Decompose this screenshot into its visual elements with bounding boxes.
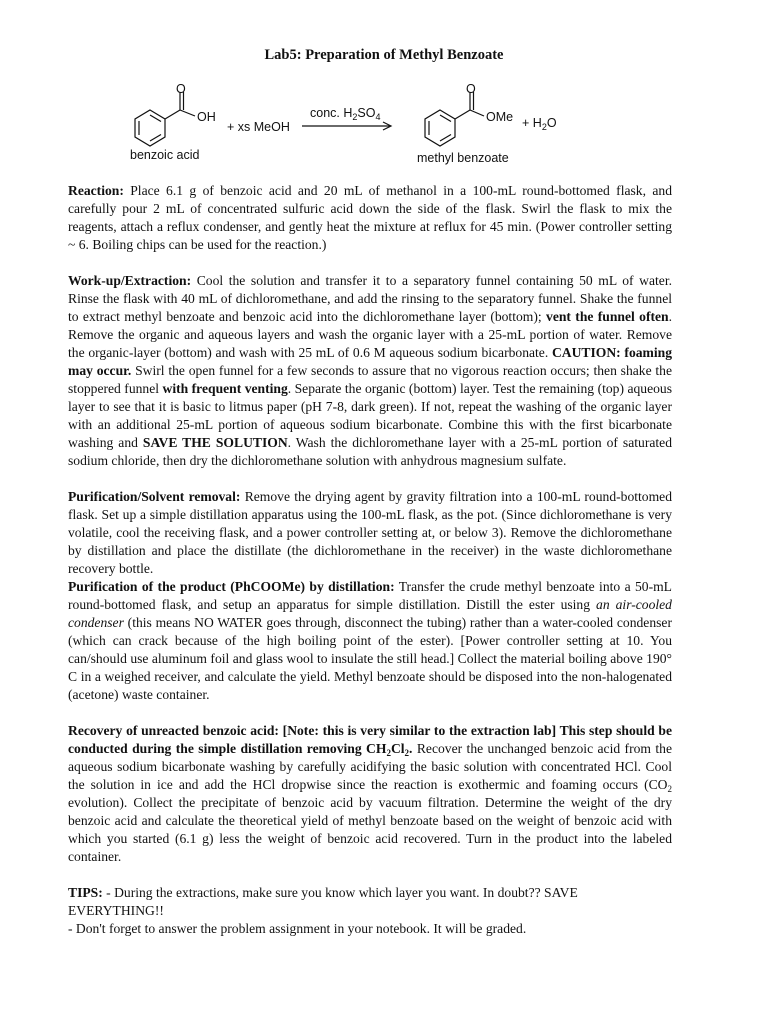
tips-paragraph: TIPS: - During the extractions, make sure you know which layer you want. In doubt?? SAVE EVERYTHING!! — [68, 885, 578, 918]
reaction-paragraph: Reaction: Place 6.1 g of benzoic acid and 20 mL of methanol in a 100-mL round-bottomed flask, and carefully pour 2 mL of concentrated sulfuric acid down the side of the flask. Swirl the flask to mix the reagents, attach a reflux condenser, and gently heat the mixture at reflux for 45 min. (Power controller setting ~ 6. Boiling chips can be used for the reaction.) — [68, 183, 672, 252]
purification-paragraph: Purification/Solvent removal: Remove the drying agent by gravity filtration into a 100-mL round-bottomed flask. Set up a simple distillation apparatus using the 100-mL flask, as the pot. (Since dichloromethane is very volatile, cool the receiving flask, and a power controller setting at, or below 3). Remove the dichloromethane by distillation and place the distillate (the dichloromethane in the receiver) in the waste dichloromethane recovery bottle. — [68, 489, 672, 576]
carbonyl-oxygen-2: O — [466, 82, 476, 96]
reactant-name: benzoic acid — [130, 148, 200, 162]
product-name: methyl benzoate — [417, 151, 509, 165]
page-title: Lab5: Preparation of Methyl Benzoate — [264, 47, 504, 63]
procedure-text — [68, 182, 672, 938]
product-distillation-paragraph: Purification of the product (PhCOOMe) by distillation: Transfer the crude methyl benzoate into a 50-mL round-bottomed flask, and setup an apparatus for simple distillation. Distill the ester using an air-cooled condenser (this means NO WATER goes through, disconnect the tubing) rather than a water-cooled condenser (which can crack because of the high boiling point of the ester). [Power controller setting at 10. You can/should use aluminum foil and glass wool to insulate the still head.] Collect the material boiling above 190° C in a weighed receiver, and calculate the yield. Methyl benzoate should be disposed into the non-halogenated (acetone) waste container. — [68, 579, 672, 702]
water-product: + $H_2O$ — [522, 116, 557, 132]
carbonyl-oxygen-1: O — [176, 82, 186, 96]
reaction-scheme — [120, 78, 600, 174]
tips-heading: TIPS: — [68, 885, 103, 900]
reaction-condition: conc. $H_2SO_4$ — [310, 106, 381, 122]
tips-note: - Don't forget to answer the problem assignment in your notebook. It will be graded. — [68, 921, 527, 936]
recovery-paragraph: Recovery of unreacted benzoic acid: [Note: this is very similar to the extraction lab] This step should be conducted during the simple distillation removing $CH_2Cl_2$. Recover the unchanged benzoic acid from the aqueous sodium bicarbonate washing by carefully acidifying the basic solution with concentrated HCl. Cool the solution in ice and add the HCl dropwise since the reaction is exothermic and foaming occurs ($CO_2$ evolution). Collect the precipitate of benzoic acid by vacuum filtration. Determine the weight of the dry benzoic acid and calculate the theoretical yield of methyl benzoate based on the weight of benzoic acid with which you started (6.1 g) less the weight of benzoic acid recovered. Turn in the product into the labeled container. — [68, 723, 672, 864]
methoxy-label: OMe — [486, 110, 514, 124]
hydroxyl-label: OH — [197, 110, 216, 124]
product-heading: Purification of the product (PhCOOMe) by distillation: — [68, 579, 395, 594]
reaction-heading: Reaction: — [68, 183, 124, 198]
recovery-heading: Recovery of unreacted benzoic acid: [Note: this is very similar to the extraction lab] This step should be conducted during the simple distillation removing $CH_2Cl_2$. — [68, 723, 672, 758]
workup-paragraph: Work-up/Extraction: Cool the solution and transfer it to a separatory funnel containing 50 mL of water. Rinse the flask with 40 mL of dichloromethane, and add the rinsing to the separatory funnel. Shake the funnel to extract methyl benzoate and benzoic acid into the dichloromethane layer (bottom); vent the funnel often. Remove the organic and aqueous layers and wash the organic layer with a 25-mL portion of water. Remove the organic-layer (bottom) and wash with 25 mL of 0.6 M aqueous sodium bicarbonate. CAUTION: foaming may occur. Swirl the open funnel for a few seconds to assure that no vigorous reaction occurs; then shake the stoppered funnel with frequent venting. Separate the organic (bottom) layer. Test the remaining (top) aqueous layer to see that it is basic to litmus paper (pH 7-8, dark green). If not, repeat the washing of the organic layer with an additional 25-mL portion of aqueous sodium bicarbonate. Combine this with the first bicarbonate washing and SAVE THE SOLUTION. Wash the dichloromethane layer with a 25-mL portion of saturated sodium chloride, then dry the dichloromethane solution with anhydrous magnesium sulfate. — [68, 273, 673, 468]
purification-heading: Purification/Solvent removal: — [68, 489, 241, 504]
methanol-reagent: + xs MeOH — [227, 120, 290, 134]
workup-heading: Work-up/Extraction: — [68, 273, 192, 288]
